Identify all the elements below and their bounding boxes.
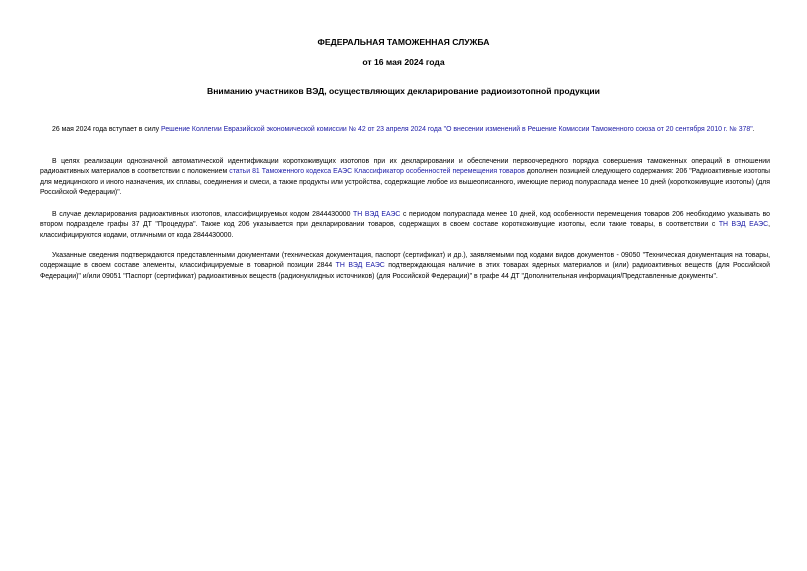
- paragraph-text: .: [752, 126, 755, 133]
- paragraph-text: дополнен позицией следующего содержания: 206 "Радиоактивные изотопы для медицинского и иного назначения, их сплавы, соединения и смеси, а также продукты или устройства, содержащие любое из вышеописанного, имеющие период полураспада менее 10 дней (короткоживущие изотопы) (для Российской Федерации)".: [40, 168, 770, 196]
- paragraph-text: подтверждающая наличие в этих товарах ядерных материалов и (или) радиоактивных веществ (для Российской Федерации)" и/или 09051 "Паспорт (сертификат) радиоактивных веществ (радионуклидных источников) (для Российской Федерации)" в графе 44 ДТ "Дополнительная информация/Представленные документы".: [40, 262, 770, 280]
- paragraph-2: [40, 157, 770, 198]
- organization-heading: ФЕДЕРАЛЬНАЯ ТАМОЖЕННАЯ СЛУЖБА: [317, 37, 490, 47]
- paragraph-text: Указанные сведения подтверждаются представленными документами (техническая документация, паспорт (сертификат) и др.), заявляемыми под кодами видов документов - 09050 "Техническая документация на товары, содержащие в своем составе элементы, классифицируемые в товарной позиции 2844: [40, 252, 770, 270]
- paragraph-text: , классифицируются кодами, отличными от кода 2844430000.: [40, 221, 770, 239]
- paragraph-text: 26 мая 2024 года вступает в силу: [52, 126, 162, 133]
- decision-link[interactable]: Решение Коллегии Евразийской экономической комиссии № 42 от 23 апреля 2024 года "О внесении изменений в Решение Комиссии Таможенного союза от 20 сентября 2010 г. № 378": [161, 126, 753, 133]
- tn-ved-link[interactable]: ТН ВЭД ЕАЭС: [353, 211, 401, 218]
- paragraph-1: [40, 125, 770, 135]
- paragraph-text: с периодом полураспада менее 10 дней, код особенности перемещения товаров 206 необходимо указывать во втором подразделе графы 37 ДТ "Процедура". Также код 206 указывается при декларировании товаров, содержащих в своем составе короткоживущие изотопы, если такие товары, в соответствии с: [40, 211, 770, 229]
- tn-ved-link[interactable]: ТН ВЭД ЕАЭС: [335, 262, 385, 270]
- document-title: Вниманию участников ВЭД, осуществляющих декларирование радиоизотопной продукции: [207, 86, 600, 96]
- tn-ved-link[interactable]: ТН ВЭД ЕАЭС: [718, 221, 769, 229]
- paragraph-text: В случае декларирования радиоактивных изотопов, классифицируемых кодом 2844430000: [52, 211, 354, 218]
- customs-code-article-link[interactable]: статьи 81 Таможенного кодекса ЕАЭС: [229, 168, 353, 176]
- document-date: от 16 мая 2024 года: [362, 57, 445, 67]
- paragraph-text: В целях реализации однозначной автоматической идентификации короткоживущих изотопов при их декларировании и обеспечении первоочередного порядка совершения таможенных операций в отношении радиоактивных материалов в соответствии с положением: [40, 158, 770, 176]
- paragraph-4: [40, 251, 770, 282]
- paragraph-3: [40, 210, 770, 241]
- classifier-link[interactable]: Классификатор особенностей перемещения товаров: [354, 168, 525, 176]
